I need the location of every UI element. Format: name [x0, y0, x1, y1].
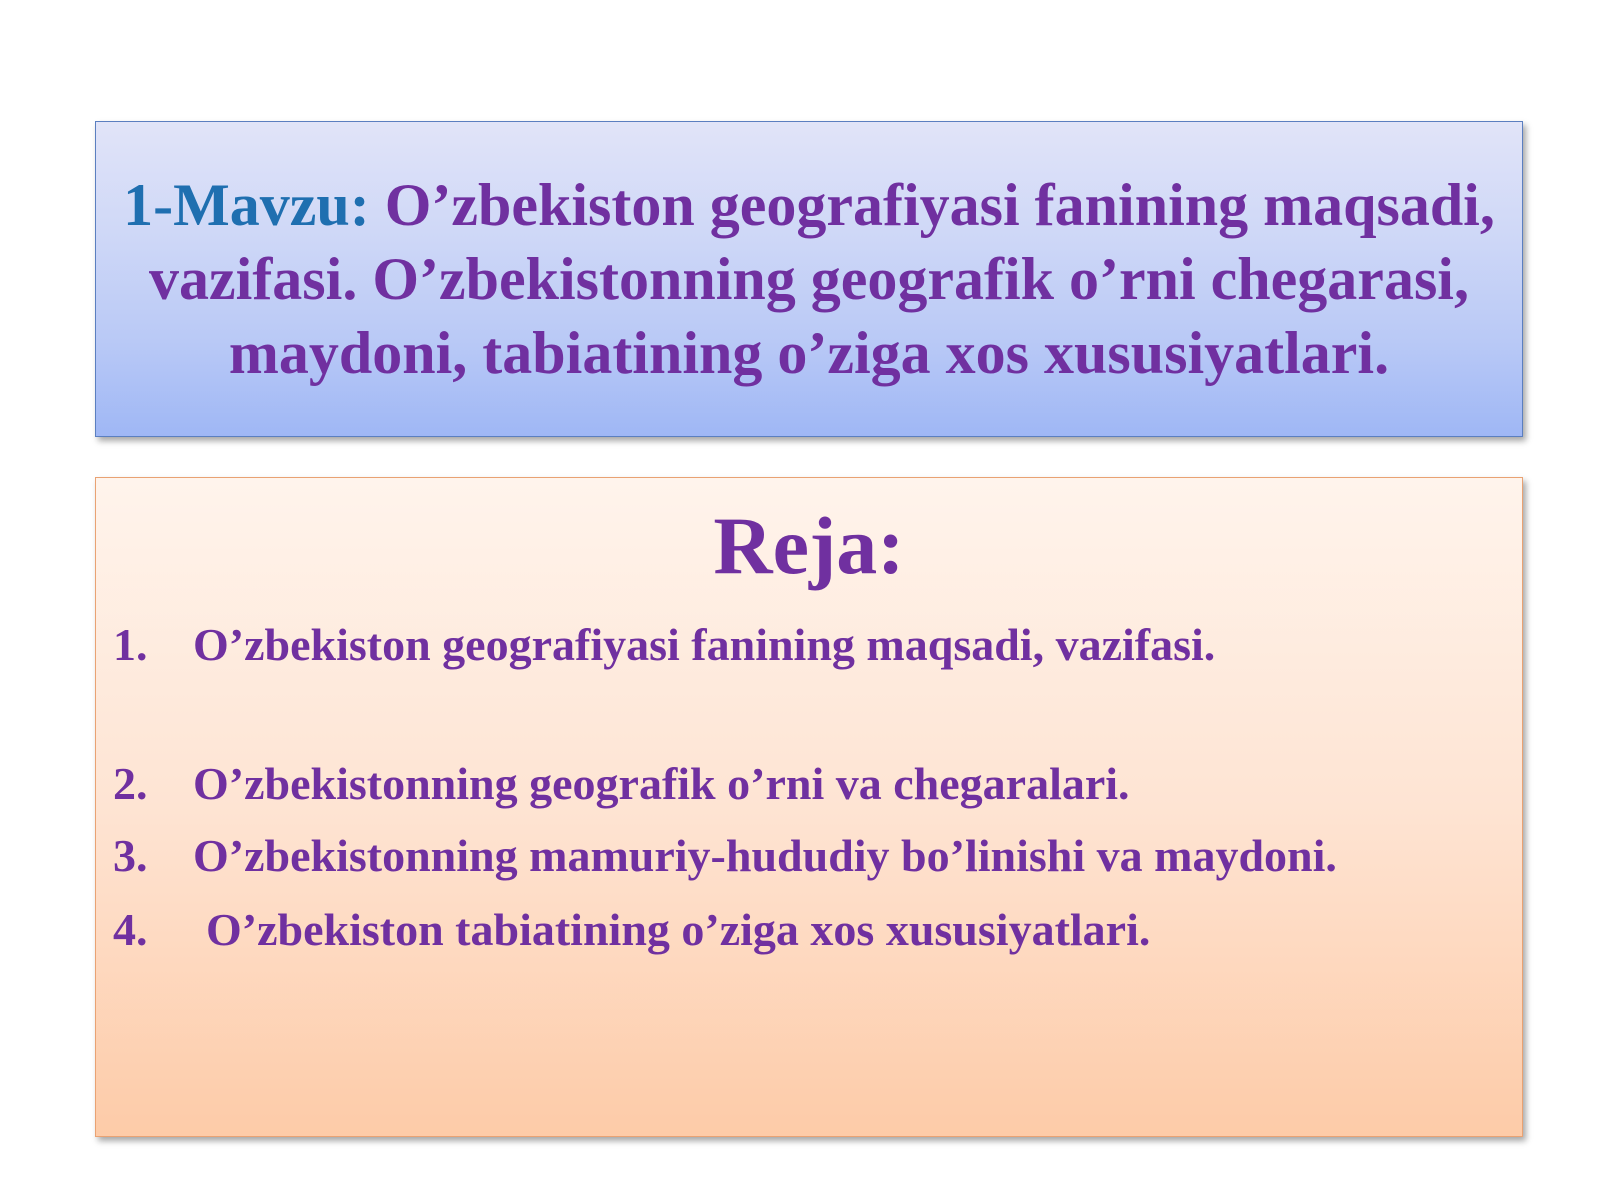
- plan-list: [113, 613, 1493, 962]
- list-item-text: O’zbekiston geografiyasi fanining maqsadi, vazifasi.: [193, 619, 1216, 670]
- list-item: [113, 898, 1493, 962]
- slide-title: [116, 168, 1502, 390]
- title-box: [95, 121, 1523, 437]
- title-prefix: 1-Mavzu:: [123, 172, 370, 238]
- list-item: [113, 824, 1493, 888]
- list-item-number: 1.: [113, 619, 148, 670]
- plan-box: [95, 477, 1523, 1137]
- list-item-number: 3.: [113, 830, 148, 881]
- list-item-number: 2.: [113, 758, 148, 809]
- plan-heading: Reja:: [713, 500, 905, 591]
- list-item-text: O’zbekiston tabiatining o’ziga xos xususiyatlari.: [206, 904, 1151, 955]
- list-item-text: O’zbekistonning mamuriy-hududiy bo’linishi va maydoni.: [193, 830, 1337, 881]
- list-item: [113, 752, 1493, 816]
- title-text: O’zbekiston geografiyasi fanining maqsadi, vazifasi. O’zbekistonning geografik o’rni chegarasi, maydoni, tabiatining o’ziga xos xususiyatlari.: [149, 172, 1495, 386]
- list-item-text: O’zbekistonning geografik o’rni va chegaralari.: [193, 758, 1130, 809]
- list-item-number: 4.: [113, 904, 148, 955]
- list-item: [113, 613, 1493, 677]
